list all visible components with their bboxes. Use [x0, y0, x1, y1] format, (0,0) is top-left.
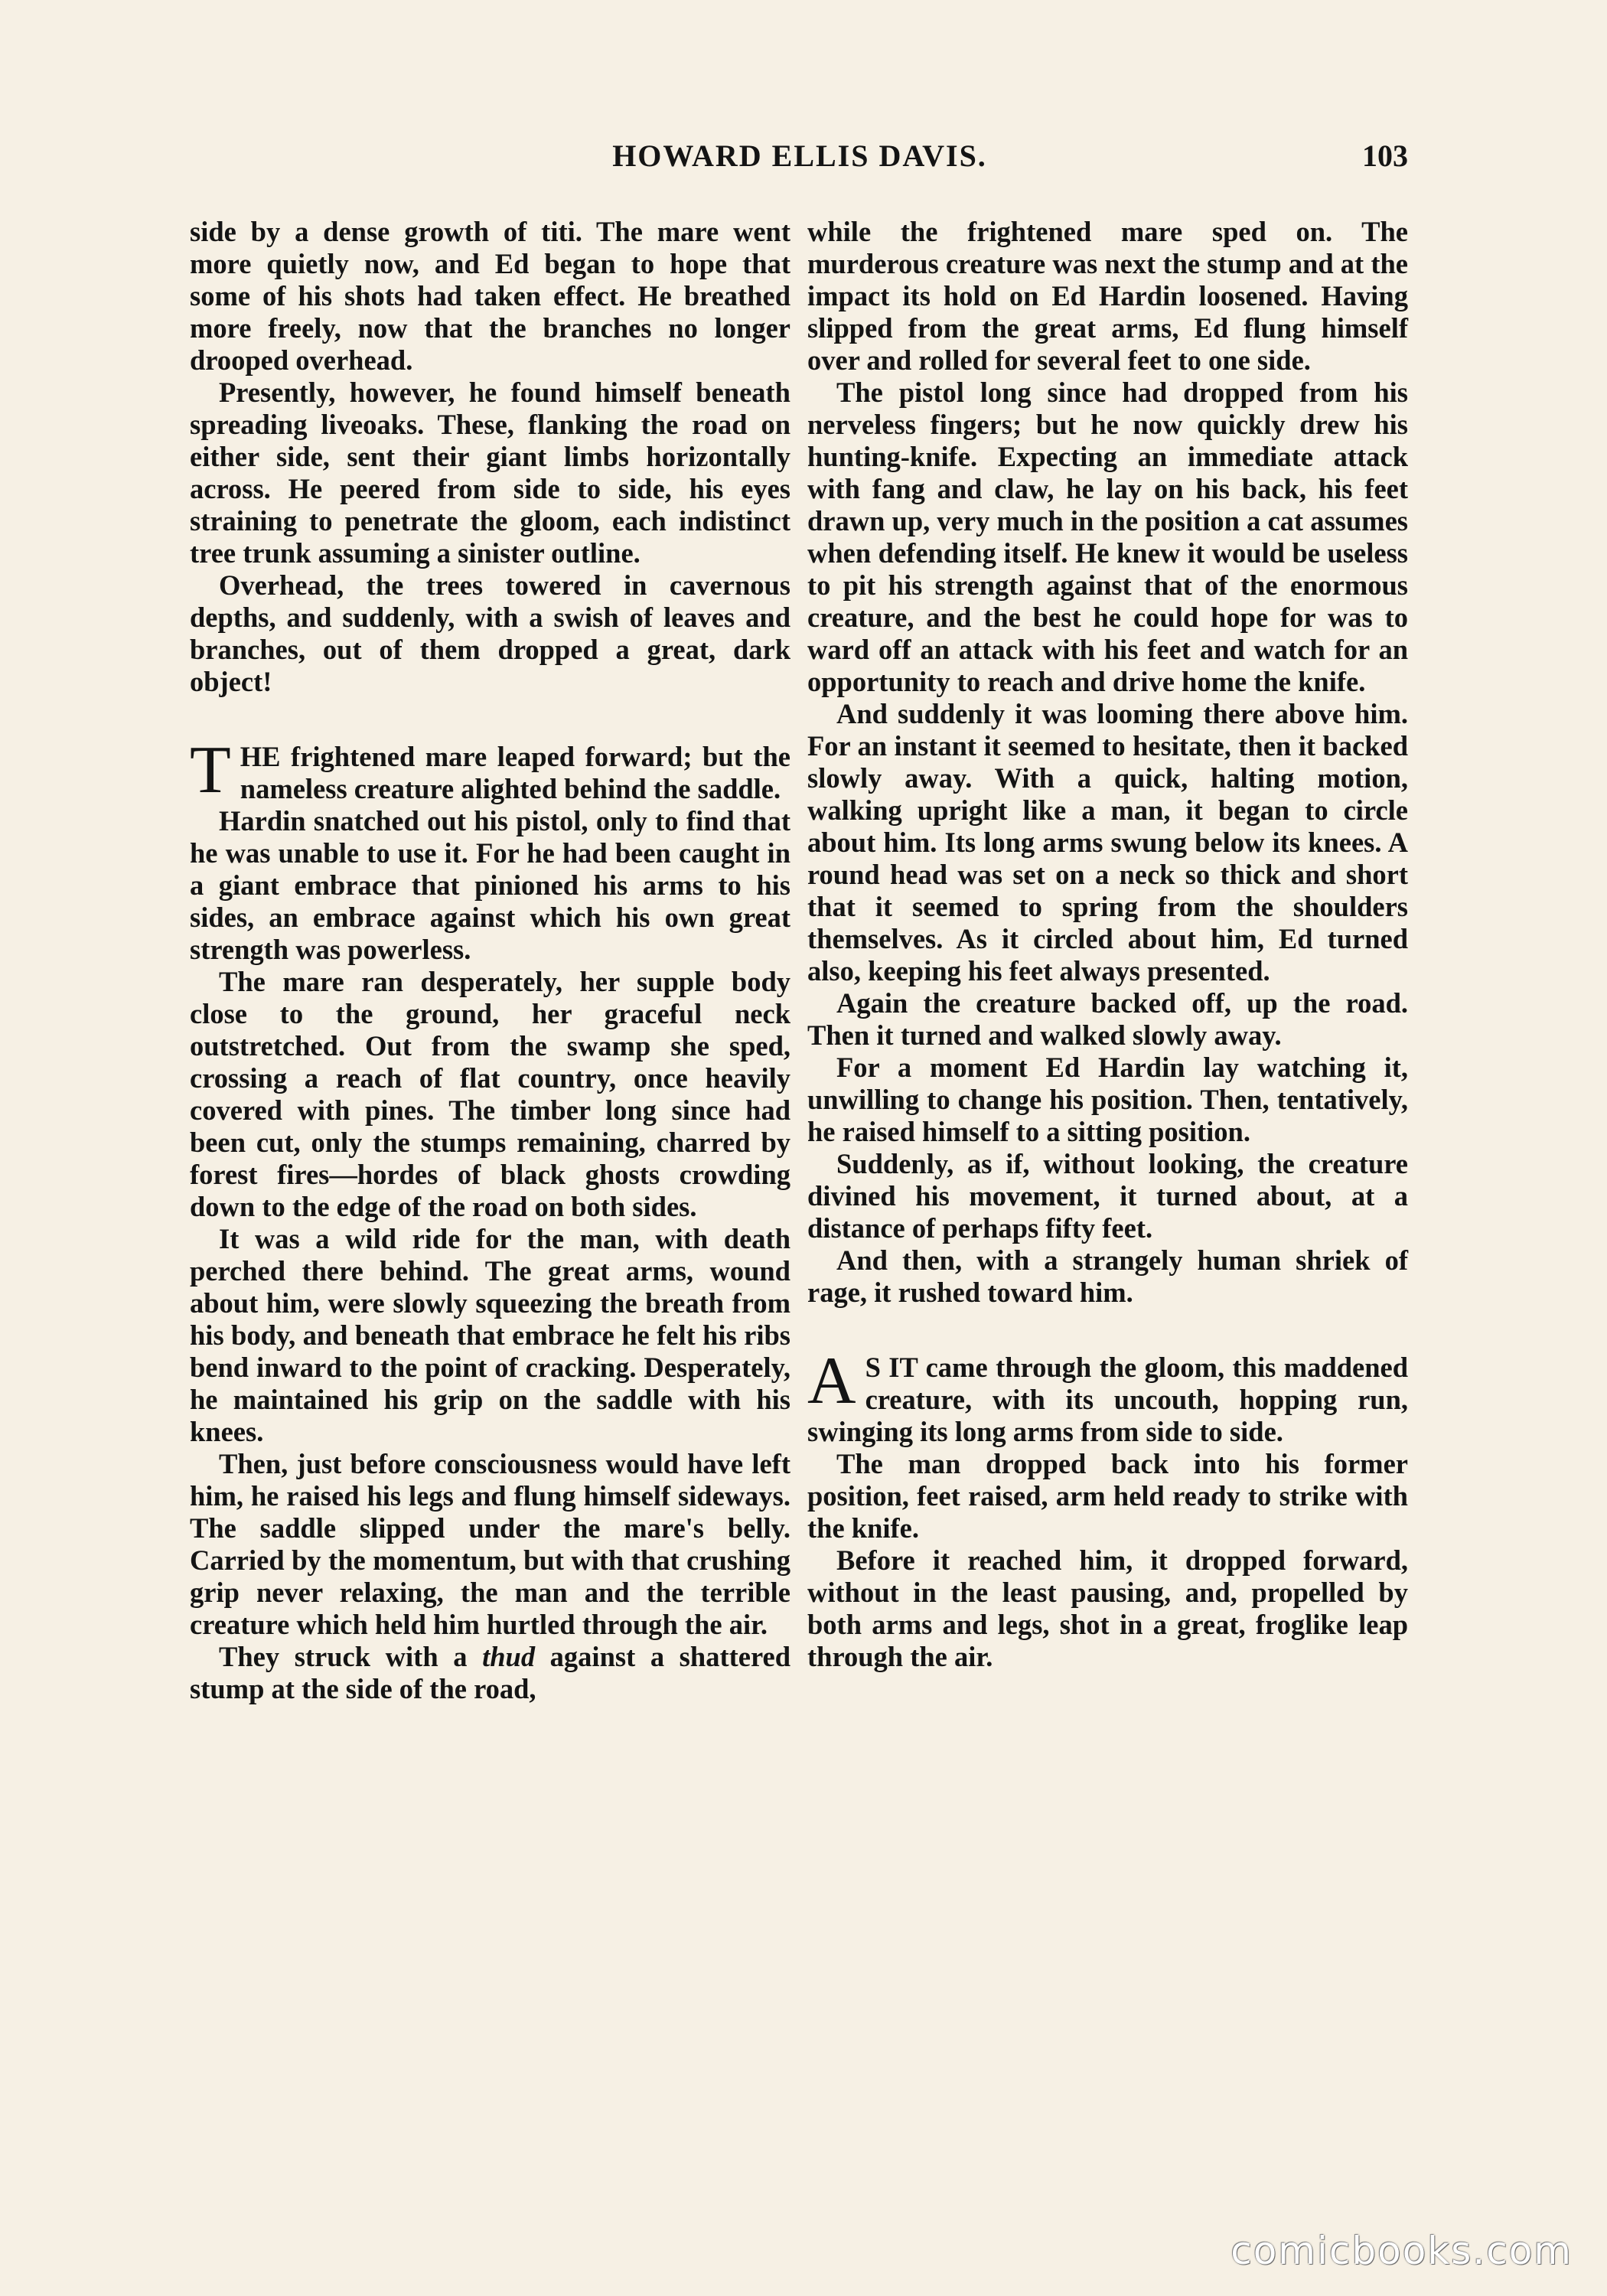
- left-column: [190, 216, 790, 1705]
- paragraph: For a moment Ed Hardin lay watching it, unwilling to change his position. Then, tentatively, he raised himself to a sitting position.: [807, 1052, 1408, 1147]
- paragraph-text: S IT came through the gloom, this maddened creature, with its uncouth, hopping run, swinging its long arms from side to side.: [807, 1352, 1408, 1447]
- paragraph: It was a wild ride for the man, with death perched there behind. The great arms, wound about him, were slowly squeezing the breath from his body, and beneath that embrace he felt his ribs bend inward to the point of cracking. Desperately, he maintained his grip on the saddle with his knees.: [190, 1223, 790, 1447]
- right-column: [807, 216, 1408, 1673]
- paragraph: And suddenly it was looming there above him. For an instant it seemed to hesitate, then it backed slowly away. With a quick, halting motion, walking upright like a man, it began to circle about him. Its long arms swung below its knees. A round head was set on a neck so thick and short that it seemed to spring from the shoulders themselves. As it circled about him, Ed turned also, keeping his feet always presented.: [807, 698, 1408, 987]
- paragraph-text: HE frightened mare leaped forward; but the nameless creature alighted behind the saddle.: [240, 741, 790, 804]
- section-opening-paragraph: [190, 733, 790, 807]
- paragraph: Overhead, the trees towered in cavernous depths, and suddenly, with a swish of leaves and branches, out of them dropped a great, dark object!: [190, 569, 790, 697]
- italic-word: thud: [482, 1641, 536, 1672]
- paragraph: Before it reached him, it dropped forward, without in the least pausing, and, propelled by both arms and legs, shot in a great, froglike leap through the air.: [807, 1544, 1408, 1672]
- paragraph: side by a dense growth of titi. The mare went more quietly now, and Ed began to hope that some of his shots had taken effect. He breathed more freely, now that the branches no longer drooped overhead.: [190, 216, 790, 376]
- paragraph: Presently, however, he found himself beneath spreading liveoaks. These, flanking the road on either side, sent their giant limbs horizontally across. He peered from side to side, his eyes straining to penetrate the gloom, each indistinct tree trunk assuming a sinister outline.: [190, 377, 790, 569]
- paragraph: Hardin snatched out his pistol, only to find that he was unable to use it. For he had been caught in a giant embrace that pinioned his arms to his sides, an embrace against which his own great strength was powerless.: [190, 805, 790, 965]
- paragraph: The man dropped back into his former position, feet raised, arm held ready to strike with the knife.: [807, 1448, 1408, 1544]
- paragraph: The pistol long since had dropped from his nerveless fingers; but he now quickly drew his hunting-knife. Expecting an immediate attack with fang and claw, he lay on his back, his feet drawn up, very much in the position a cat assumes when defending itself. He knew it would be useless to pit his strength against that of the enormous creature, and the best he could hope for was to ward off an attack with his feet and watch for an opportunity to reach and drive home the knife.: [807, 377, 1408, 697]
- site-watermark: comicbooks.com: [1231, 2229, 1573, 2273]
- paragraph: while the frightened mare sped on. The murderous creature was next the stump and at the impact its hold on Ed Hardin loosened. Having slipped from the great arms, Ed flung himself over and rolled for several feet to one side.: [807, 216, 1408, 376]
- paragraph-text: against a shattered stump at the side of the road,: [190, 1641, 790, 1704]
- paragraph-text: They struck with a: [219, 1641, 483, 1672]
- drop-cap: A: [807, 1344, 856, 1418]
- drop-cap: T: [190, 733, 231, 807]
- running-title: HOWARD ELLIS DAVIS.: [612, 139, 987, 173]
- paragraph: Suddenly, as if, without looking, the creature divined his movement, it turned about, at a distance of perhaps fifty feet.: [807, 1148, 1408, 1244]
- paragraph: The mare ran desperately, her supple body close to the ground, her graceful neck outstretched. Out from the swamp she sped, crossing a reach of flat country, once heavily covered with pines. The timber long since had been cut, only the stumps remaining, charred by forest fires—hordes of black ghosts crowding down to the edge of the road on both sides.: [190, 966, 790, 1222]
- section-opening-paragraph: [807, 1344, 1408, 1448]
- paragraph: [190, 1641, 790, 1705]
- page-number: 103: [1362, 139, 1408, 173]
- page-header: [191, 138, 1408, 191]
- paragraph: And then, with a strangely human shriek of rage, it rushed toward him.: [807, 1244, 1408, 1308]
- paragraph: Again the creature backed off, up the road. Then it turned and walked slowly away.: [807, 987, 1408, 1051]
- paragraph: Then, just before consciousness would have left him, he raised his legs and flung himself sideways. The saddle slipped under the mare's belly. Carried by the momentum, but with that crushing grip never relaxing, the man and the terrible creature which held him hurtled through the air.: [190, 1448, 790, 1640]
